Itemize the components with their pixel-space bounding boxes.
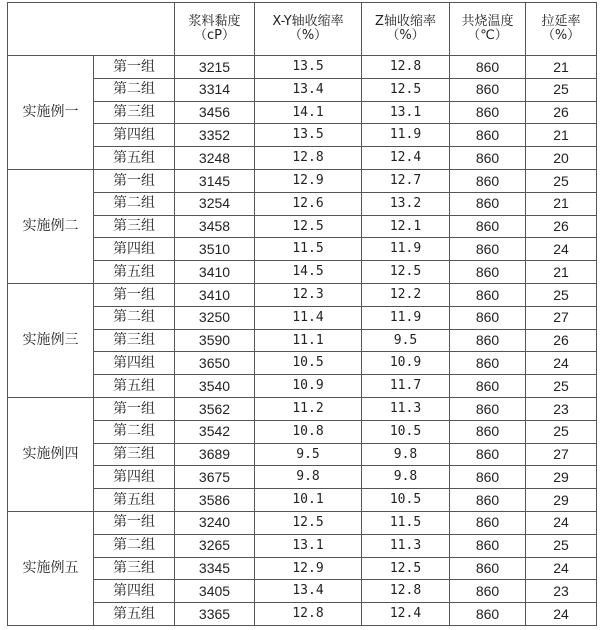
z-shrinkage-cell: 11.9 bbox=[362, 238, 450, 261]
subgroup-label-cell: 第二组 bbox=[94, 192, 175, 215]
z-shrinkage-cell: 12.8 bbox=[362, 56, 450, 79]
elongation-cell: 21 bbox=[526, 261, 597, 284]
header-elongation-unit: （%） bbox=[541, 28, 581, 43]
cofire-temp-cell: 860 bbox=[450, 101, 526, 124]
elongation-cell: 27 bbox=[526, 443, 597, 466]
viscosity-cell: 3540 bbox=[175, 375, 255, 398]
xy-shrinkage-cell: 10.8 bbox=[255, 420, 362, 443]
z-shrinkage-cell: 10.5 bbox=[362, 420, 450, 443]
viscosity-cell: 3265 bbox=[175, 534, 255, 557]
cofire-temp-cell: 860 bbox=[450, 124, 526, 147]
cofire-temp-cell: 860 bbox=[450, 56, 526, 79]
cofire-temp-cell: 860 bbox=[450, 580, 526, 603]
header-viscosity-label: 浆料黏度 bbox=[188, 14, 241, 30]
viscosity-cell: 3542 bbox=[175, 420, 255, 443]
header-z-shrinkage-unit: （%） bbox=[386, 28, 425, 43]
group-label-cell: 实施例三 bbox=[8, 283, 94, 397]
subgroup-label-cell: 第一组 bbox=[94, 56, 175, 79]
table-row bbox=[8, 78, 597, 101]
subgroup-label-cell: 第一组 bbox=[94, 511, 175, 534]
group-label-cell: 实施例一 bbox=[8, 56, 94, 170]
xy-shrinkage-cell: 12.9 bbox=[255, 169, 362, 192]
viscosity-cell: 3145 bbox=[175, 169, 255, 192]
table-row bbox=[8, 169, 597, 192]
group-label-cell: 实施例二 bbox=[8, 169, 94, 283]
z-shrinkage-cell: 12.4 bbox=[362, 603, 450, 626]
z-shrinkage-cell: 11.7 bbox=[362, 375, 450, 398]
table-row bbox=[8, 124, 597, 147]
viscosity-cell: 3405 bbox=[175, 580, 255, 603]
table-row bbox=[8, 261, 597, 284]
elongation-cell: 24 bbox=[526, 352, 597, 375]
header-xy-shrinkage-label: X-Y轴收缩率 bbox=[272, 14, 344, 30]
cofire-temp-cell: 860 bbox=[450, 603, 526, 626]
z-shrinkage-cell: 9.8 bbox=[362, 466, 450, 489]
elongation-cell: 26 bbox=[526, 101, 597, 124]
cofire-temp-cell: 860 bbox=[450, 147, 526, 170]
xy-shrinkage-cell: 9.5 bbox=[255, 443, 362, 466]
viscosity-cell: 3352 bbox=[175, 124, 255, 147]
z-shrinkage-cell: 10.5 bbox=[362, 489, 450, 512]
cofire-temp-cell: 860 bbox=[450, 169, 526, 192]
cofire-temp-cell: 860 bbox=[450, 352, 526, 375]
subgroup-label-cell: 第一组 bbox=[94, 169, 175, 192]
table-body bbox=[8, 56, 597, 626]
viscosity-cell: 3410 bbox=[175, 261, 255, 284]
cofire-temp-cell: 860 bbox=[450, 511, 526, 534]
xy-shrinkage-cell: 12.9 bbox=[255, 557, 362, 580]
z-shrinkage-cell: 12.2 bbox=[362, 283, 450, 306]
header-row bbox=[8, 3, 597, 56]
table-container bbox=[7, 2, 597, 626]
viscosity-cell: 3410 bbox=[175, 283, 255, 306]
table-row bbox=[8, 306, 597, 329]
cofire-temp-cell: 860 bbox=[450, 306, 526, 329]
z-shrinkage-cell: 11.9 bbox=[362, 124, 450, 147]
cofire-temp-cell: 860 bbox=[450, 443, 526, 466]
z-shrinkage-cell: 12.7 bbox=[362, 169, 450, 192]
header-z-shrinkage bbox=[362, 3, 450, 56]
z-shrinkage-cell: 11.3 bbox=[362, 397, 450, 420]
xy-shrinkage-cell: 13.4 bbox=[255, 580, 362, 603]
viscosity-cell: 3248 bbox=[175, 147, 255, 170]
z-shrinkage-cell: 12.8 bbox=[362, 580, 450, 603]
xy-shrinkage-cell: 13.1 bbox=[255, 534, 362, 557]
xy-shrinkage-cell: 12.3 bbox=[255, 283, 362, 306]
xy-shrinkage-cell: 14.5 bbox=[255, 261, 362, 284]
xy-shrinkage-cell: 13.5 bbox=[255, 56, 362, 79]
viscosity-cell: 3215 bbox=[175, 56, 255, 79]
elongation-cell: 25 bbox=[526, 375, 597, 398]
z-shrinkage-cell: 11.5 bbox=[362, 511, 450, 534]
cofire-temp-cell: 860 bbox=[450, 78, 526, 101]
z-shrinkage-cell: 13.2 bbox=[362, 192, 450, 215]
table-row bbox=[8, 443, 597, 466]
subgroup-label-cell: 第二组 bbox=[94, 306, 175, 329]
header-viscosity-unit: （cP） bbox=[194, 28, 235, 43]
viscosity-cell: 3314 bbox=[175, 78, 255, 101]
elongation-cell: 25 bbox=[526, 169, 597, 192]
xy-shrinkage-cell: 10.9 bbox=[255, 375, 362, 398]
header-elongation bbox=[526, 3, 597, 56]
table-row bbox=[8, 238, 597, 261]
xy-shrinkage-cell: 10.5 bbox=[255, 352, 362, 375]
z-shrinkage-cell: 11.9 bbox=[362, 306, 450, 329]
z-shrinkage-cell: 13.1 bbox=[362, 101, 450, 124]
elongation-cell: 24 bbox=[526, 238, 597, 261]
subgroup-label-cell: 第三组 bbox=[94, 101, 175, 124]
header-xy-shrinkage bbox=[255, 3, 362, 56]
elongation-cell: 21 bbox=[526, 192, 597, 215]
elongation-cell: 29 bbox=[526, 489, 597, 512]
table-row bbox=[8, 215, 597, 238]
elongation-cell: 21 bbox=[526, 56, 597, 79]
elongation-cell: 25 bbox=[526, 78, 597, 101]
results-table bbox=[7, 2, 597, 626]
subgroup-label-cell: 第一组 bbox=[94, 397, 175, 420]
subgroup-label-cell: 第五组 bbox=[94, 375, 175, 398]
cofire-temp-cell: 860 bbox=[450, 192, 526, 215]
subgroup-label-cell: 第三组 bbox=[94, 329, 175, 352]
cofire-temp-cell: 860 bbox=[450, 215, 526, 238]
z-shrinkage-cell: 9.5 bbox=[362, 329, 450, 352]
z-shrinkage-cell: 12.5 bbox=[362, 78, 450, 101]
z-shrinkage-cell: 10.9 bbox=[362, 352, 450, 375]
xy-shrinkage-cell: 12.5 bbox=[255, 215, 362, 238]
cofire-temp-cell: 860 bbox=[450, 238, 526, 261]
elongation-cell: 25 bbox=[526, 283, 597, 306]
z-shrinkage-cell: 12.5 bbox=[362, 261, 450, 284]
table-row bbox=[8, 192, 597, 215]
header-elongation-label: 拉延率 bbox=[541, 14, 581, 30]
table-row bbox=[8, 101, 597, 124]
xy-shrinkage-cell: 13.5 bbox=[255, 124, 362, 147]
subgroup-label-cell: 第四组 bbox=[94, 352, 175, 375]
elongation-cell: 24 bbox=[526, 511, 597, 534]
viscosity-cell: 3675 bbox=[175, 466, 255, 489]
viscosity-cell: 3240 bbox=[175, 511, 255, 534]
group-label-cell: 实施例五 bbox=[8, 511, 94, 625]
cofire-temp-cell: 860 bbox=[450, 375, 526, 398]
viscosity-cell: 3458 bbox=[175, 215, 255, 238]
z-shrinkage-cell: 12.4 bbox=[362, 147, 450, 170]
cofire-temp-cell: 860 bbox=[450, 534, 526, 557]
xy-shrinkage-cell: 9.8 bbox=[255, 466, 362, 489]
viscosity-cell: 3456 bbox=[175, 101, 255, 124]
subgroup-label-cell: 第二组 bbox=[94, 534, 175, 557]
xy-shrinkage-cell: 12.8 bbox=[255, 603, 362, 626]
table-row bbox=[8, 489, 597, 512]
elongation-cell: 23 bbox=[526, 397, 597, 420]
elongation-cell: 25 bbox=[526, 534, 597, 557]
cofire-temp-cell: 860 bbox=[450, 489, 526, 512]
xy-shrinkage-cell: 11.4 bbox=[255, 306, 362, 329]
viscosity-cell: 3254 bbox=[175, 192, 255, 215]
subgroup-label-cell: 第三组 bbox=[94, 443, 175, 466]
subgroup-label-cell: 第二组 bbox=[94, 420, 175, 443]
cofire-temp-cell: 860 bbox=[450, 557, 526, 580]
elongation-cell: 20 bbox=[526, 147, 597, 170]
elongation-cell: 26 bbox=[526, 215, 597, 238]
elongation-cell: 25 bbox=[526, 420, 597, 443]
viscosity-cell: 3510 bbox=[175, 238, 255, 261]
table-row bbox=[8, 557, 597, 580]
table-row bbox=[8, 603, 597, 626]
table-row bbox=[8, 283, 597, 306]
xy-shrinkage-cell: 13.4 bbox=[255, 78, 362, 101]
z-shrinkage-cell: 9.8 bbox=[362, 443, 450, 466]
xy-shrinkage-cell: 14.1 bbox=[255, 101, 362, 124]
viscosity-cell: 3689 bbox=[175, 443, 255, 466]
header-z-shrinkage-label: Z轴收缩率 bbox=[375, 14, 436, 30]
subgroup-label-cell: 第四组 bbox=[94, 580, 175, 603]
table-row bbox=[8, 466, 597, 489]
elongation-cell: 23 bbox=[526, 580, 597, 603]
table-row bbox=[8, 352, 597, 375]
elongation-cell: 27 bbox=[526, 306, 597, 329]
xy-shrinkage-cell: 11.2 bbox=[255, 397, 362, 420]
table-row bbox=[8, 511, 597, 534]
z-shrinkage-cell: 12.5 bbox=[362, 557, 450, 580]
header-cofire-temp-unit: （℃） bbox=[467, 28, 508, 43]
table-row bbox=[8, 329, 597, 352]
subgroup-label-cell: 第四组 bbox=[94, 124, 175, 147]
header-xy-shrinkage-unit: （%） bbox=[288, 28, 328, 43]
elongation-cell: 26 bbox=[526, 329, 597, 352]
table-row bbox=[8, 56, 597, 79]
subgroup-label-cell: 第四组 bbox=[94, 238, 175, 261]
cofire-temp-cell: 860 bbox=[450, 466, 526, 489]
header-cofire-temp-label: 共烧温度 bbox=[461, 14, 514, 30]
xy-shrinkage-cell: 11.5 bbox=[255, 238, 362, 261]
subgroup-label-cell: 第二组 bbox=[94, 78, 175, 101]
viscosity-cell: 3562 bbox=[175, 397, 255, 420]
header-viscosity bbox=[175, 3, 255, 56]
viscosity-cell: 3650 bbox=[175, 352, 255, 375]
cofire-temp-cell: 860 bbox=[450, 261, 526, 284]
cofire-temp-cell: 860 bbox=[450, 397, 526, 420]
subgroup-label-cell: 第四组 bbox=[94, 466, 175, 489]
elongation-cell: 24 bbox=[526, 557, 597, 580]
header-cofire-temp bbox=[450, 3, 526, 56]
xy-shrinkage-cell: 12.5 bbox=[255, 511, 362, 534]
xy-shrinkage-cell: 10.1 bbox=[255, 489, 362, 512]
xy-shrinkage-cell: 12.6 bbox=[255, 192, 362, 215]
subgroup-label-cell: 第一组 bbox=[94, 283, 175, 306]
header-corner-cell bbox=[8, 3, 175, 56]
xy-shrinkage-cell: 11.1 bbox=[255, 329, 362, 352]
viscosity-cell: 3590 bbox=[175, 329, 255, 352]
cofire-temp-cell: 860 bbox=[450, 329, 526, 352]
subgroup-label-cell: 第五组 bbox=[94, 489, 175, 512]
subgroup-label-cell: 第三组 bbox=[94, 557, 175, 580]
table-row bbox=[8, 147, 597, 170]
table-row bbox=[8, 580, 597, 603]
viscosity-cell: 3250 bbox=[175, 306, 255, 329]
cofire-temp-cell: 860 bbox=[450, 420, 526, 443]
elongation-cell: 21 bbox=[526, 124, 597, 147]
table-row bbox=[8, 534, 597, 557]
table-row bbox=[8, 397, 597, 420]
xy-shrinkage-cell: 12.8 bbox=[255, 147, 362, 170]
subgroup-label-cell: 第五组 bbox=[94, 603, 175, 626]
z-shrinkage-cell: 12.1 bbox=[362, 215, 450, 238]
group-label-cell: 实施例四 bbox=[8, 397, 94, 511]
table-row bbox=[8, 375, 597, 398]
table-row bbox=[8, 420, 597, 443]
z-shrinkage-cell: 11.3 bbox=[362, 534, 450, 557]
viscosity-cell: 3365 bbox=[175, 603, 255, 626]
viscosity-cell: 3345 bbox=[175, 557, 255, 580]
subgroup-label-cell: 第五组 bbox=[94, 261, 175, 284]
viscosity-cell: 3586 bbox=[175, 489, 255, 512]
subgroup-label-cell: 第三组 bbox=[94, 215, 175, 238]
cofire-temp-cell: 860 bbox=[450, 283, 526, 306]
subgroup-label-cell: 第五组 bbox=[94, 147, 175, 170]
elongation-cell: 29 bbox=[526, 466, 597, 489]
elongation-cell: 24 bbox=[526, 603, 597, 626]
